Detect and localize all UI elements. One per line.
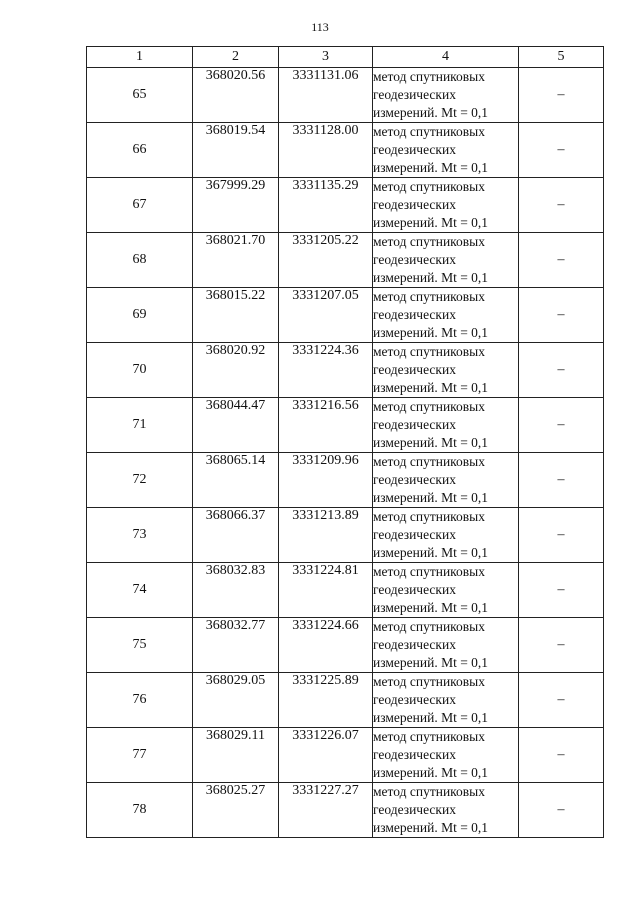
point-number-cell: 78 — [87, 783, 193, 838]
method-line: измерений. Mt = 0,1 — [373, 545, 489, 560]
y-coordinate-cell: 3331213.89 — [279, 508, 373, 563]
method-line: геодезических — [373, 582, 456, 597]
method-cell — [373, 563, 519, 618]
y-coordinate-cell: 3331226.07 — [279, 728, 373, 783]
table-header — [87, 47, 604, 68]
point-number-cell: 77 — [87, 728, 193, 783]
table-row — [87, 563, 604, 618]
y-coordinate-cell: 3331224.36 — [279, 343, 373, 398]
method-cell — [373, 508, 519, 563]
method-line: геодезических — [373, 252, 456, 267]
table-row — [87, 508, 604, 563]
method-line: метод спутниковых — [373, 69, 485, 84]
note-cell: – — [519, 728, 604, 783]
method-line: измерений. Mt = 0,1 — [373, 105, 489, 120]
point-number-cell: 71 — [87, 398, 193, 453]
point-number-cell: 68 — [87, 233, 193, 288]
y-coordinate-cell: 3331216.56 — [279, 398, 373, 453]
table-row — [87, 288, 604, 343]
method-line: метод спутниковых — [373, 179, 485, 194]
x-coordinate-cell: 368032.77 — [193, 618, 279, 673]
x-coordinate-cell: 368020.56 — [193, 68, 279, 123]
table-row — [87, 178, 604, 233]
table-body — [87, 68, 604, 838]
method-cell — [373, 398, 519, 453]
y-coordinate-cell: 3331227.27 — [279, 783, 373, 838]
method-line: геодезических — [373, 692, 456, 707]
note-cell: – — [519, 563, 604, 618]
method-cell — [373, 728, 519, 783]
y-coordinate-cell: 3331209.96 — [279, 453, 373, 508]
table-row — [87, 453, 604, 508]
note-cell: – — [519, 508, 604, 563]
x-coordinate-cell: 368020.92 — [193, 343, 279, 398]
y-coordinate-cell: 3331224.66 — [279, 618, 373, 673]
note-cell: – — [519, 68, 604, 123]
method-line: измерений. Mt = 0,1 — [373, 765, 489, 780]
method-cell — [373, 673, 519, 728]
method-line: метод спутниковых — [373, 289, 485, 304]
method-line: метод спутниковых — [373, 564, 485, 579]
header-col-4: 4 — [373, 47, 519, 68]
method-line: геодезических — [373, 142, 456, 157]
point-number-cell: 67 — [87, 178, 193, 233]
method-line: метод спутниковых — [373, 344, 485, 359]
method-line: метод спутниковых — [373, 454, 485, 469]
method-line: метод спутниковых — [373, 784, 485, 799]
note-cell: – — [519, 783, 604, 838]
x-coordinate-cell: 368032.83 — [193, 563, 279, 618]
method-line: геодезических — [373, 637, 456, 652]
point-number-cell: 66 — [87, 123, 193, 178]
note-cell: – — [519, 233, 604, 288]
method-cell — [373, 783, 519, 838]
note-cell: – — [519, 453, 604, 508]
header-col-5: 5 — [519, 47, 604, 68]
point-number-cell: 75 — [87, 618, 193, 673]
method-line: геодезических — [373, 747, 456, 762]
method-line: измерений. Mt = 0,1 — [373, 490, 489, 505]
table-row — [87, 673, 604, 728]
method-line: геодезических — [373, 197, 456, 212]
y-coordinate-cell: 3331205.22 — [279, 233, 373, 288]
point-number-cell: 69 — [87, 288, 193, 343]
method-cell — [373, 343, 519, 398]
method-line: метод спутниковых — [373, 399, 485, 414]
header-col-2: 2 — [193, 47, 279, 68]
point-number-cell: 73 — [87, 508, 193, 563]
method-line: измерений. Mt = 0,1 — [373, 820, 489, 835]
y-coordinate-cell: 3331131.06 — [279, 68, 373, 123]
method-line: измерений. Mt = 0,1 — [373, 655, 489, 670]
x-coordinate-cell: 368015.22 — [193, 288, 279, 343]
method-line: метод спутниковых — [373, 124, 485, 139]
method-line: измерений. Mt = 0,1 — [373, 600, 489, 615]
note-cell: – — [519, 343, 604, 398]
header-col-1: 1 — [87, 47, 193, 68]
method-line: измерений. Mt = 0,1 — [373, 160, 489, 175]
table-row — [87, 398, 604, 453]
method-line: измерений. Mt = 0,1 — [373, 270, 489, 285]
method-line: измерений. Mt = 0,1 — [373, 325, 489, 340]
note-cell: – — [519, 673, 604, 728]
x-coordinate-cell: 368021.70 — [193, 233, 279, 288]
point-number-cell: 65 — [87, 68, 193, 123]
note-cell: – — [519, 178, 604, 233]
note-cell: – — [519, 398, 604, 453]
table-row — [87, 728, 604, 783]
method-line: измерений. Mt = 0,1 — [373, 435, 489, 450]
method-cell — [373, 233, 519, 288]
table-row — [87, 343, 604, 398]
y-coordinate-cell: 3331128.00 — [279, 123, 373, 178]
table-row — [87, 783, 604, 838]
y-coordinate-cell: 3331135.29 — [279, 178, 373, 233]
method-line: измерений. Mt = 0,1 — [373, 215, 489, 230]
header-row — [87, 47, 604, 68]
method-cell — [373, 178, 519, 233]
y-coordinate-cell: 3331207.05 — [279, 288, 373, 343]
method-line: геодезических — [373, 362, 456, 377]
method-line: геодезических — [373, 527, 456, 542]
header-col-3: 3 — [279, 47, 373, 68]
page-number: 113 — [311, 20, 329, 34]
y-coordinate-cell: 3331224.81 — [279, 563, 373, 618]
y-coordinate-cell: 3331225.89 — [279, 673, 373, 728]
method-line: метод спутниковых — [373, 674, 485, 689]
point-number-cell: 76 — [87, 673, 193, 728]
x-coordinate-cell: 368065.14 — [193, 453, 279, 508]
method-line: измерений. Mt = 0,1 — [373, 380, 489, 395]
method-line: геодезических — [373, 417, 456, 432]
method-line: метод спутниковых — [373, 234, 485, 249]
point-number-cell: 72 — [87, 453, 193, 508]
table-row — [87, 618, 604, 673]
method-line: геодезических — [373, 472, 456, 487]
coordinates-table — [86, 46, 604, 838]
table-row — [87, 68, 604, 123]
point-number-cell: 70 — [87, 343, 193, 398]
method-line: геодезических — [373, 802, 456, 817]
method-line: метод спутниковых — [373, 619, 485, 634]
x-coordinate-cell: 368025.27 — [193, 783, 279, 838]
method-cell — [373, 618, 519, 673]
point-number-cell: 74 — [87, 563, 193, 618]
method-cell — [373, 123, 519, 178]
method-line: измерений. Mt = 0,1 — [373, 710, 489, 725]
table-row — [87, 233, 604, 288]
note-cell: – — [519, 618, 604, 673]
x-coordinate-cell: 368029.05 — [193, 673, 279, 728]
method-cell — [373, 453, 519, 508]
x-coordinate-cell: 368044.47 — [193, 398, 279, 453]
x-coordinate-cell: 367999.29 — [193, 178, 279, 233]
method-line: метод спутниковых — [373, 509, 485, 524]
x-coordinate-cell: 368019.54 — [193, 123, 279, 178]
method-line: геодезических — [373, 87, 456, 102]
method-cell — [373, 288, 519, 343]
table-row — [87, 123, 604, 178]
method-line: метод спутниковых — [373, 729, 485, 744]
x-coordinate-cell: 368029.11 — [193, 728, 279, 783]
method-cell — [373, 68, 519, 123]
method-line: геодезических — [373, 307, 456, 322]
x-coordinate-cell: 368066.37 — [193, 508, 279, 563]
note-cell: – — [519, 288, 604, 343]
note-cell: – — [519, 123, 604, 178]
